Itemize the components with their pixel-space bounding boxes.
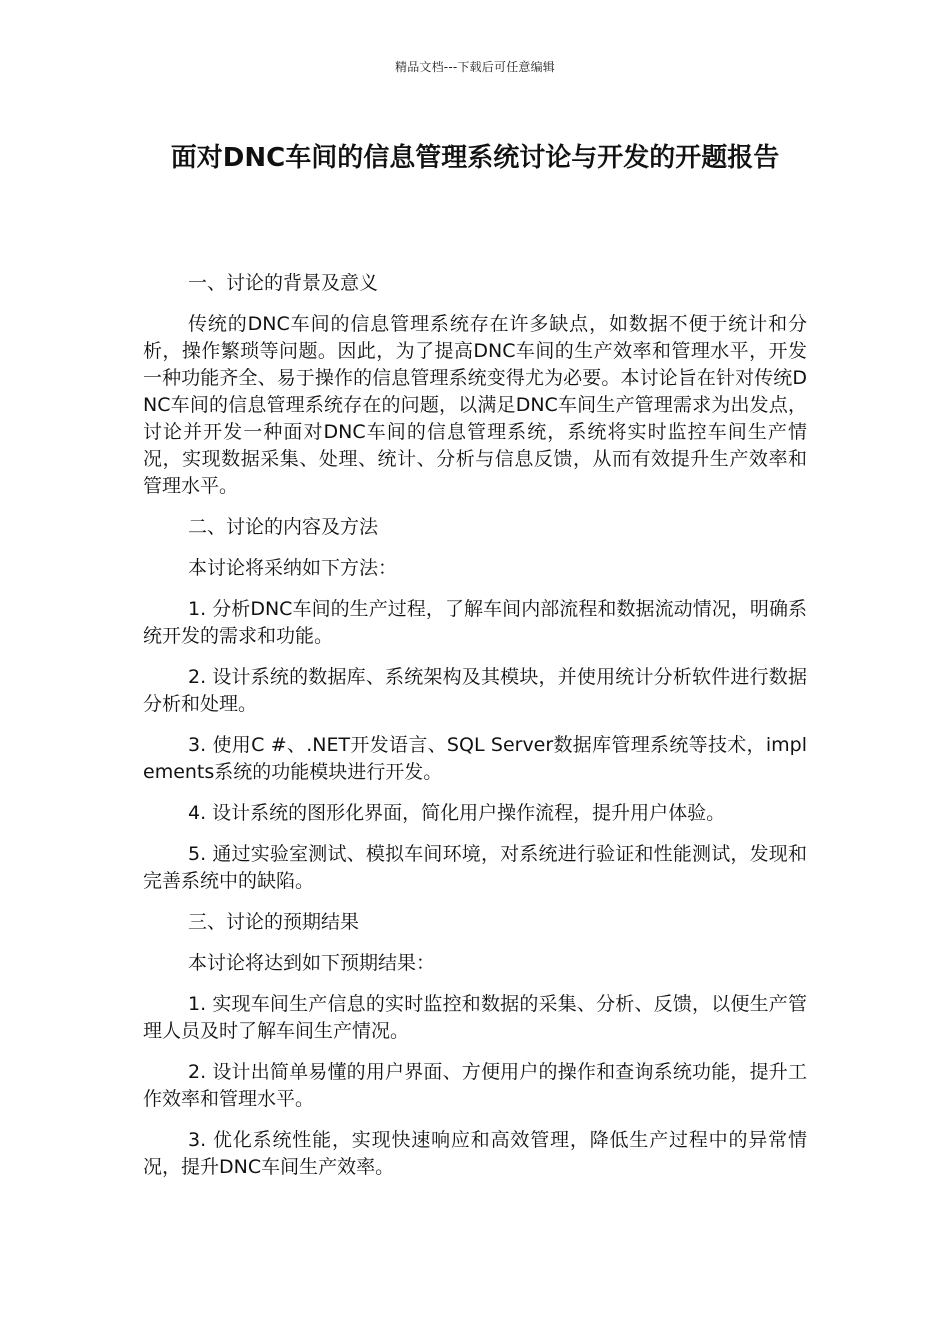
list-item: 2. 设计系统的数据库、系统架构及其模块，并使用统计分析软件进行数据分析和处理。 xyxy=(143,666,807,715)
list-item: 2. 设计出简单易懂的用户界面、方便用户的操作和查询系统功能，提升工作效率和管理水平。 xyxy=(143,1061,807,1110)
list-item: 1. 分析DNC车间的生产过程，了解车间内部流程和数据流动情况，明确系统开发的需求和功能。 xyxy=(143,598,807,647)
list-item: 4. 设计系统的图形化界面，简化用户操作流程，提升用户体验。 xyxy=(188,802,726,824)
list-item: 5. 通过实验室测试、模拟车间环境，对系统进行验证和性能测试，发现和完善系统中的缺陷。 xyxy=(143,843,807,892)
paragraph: 本讨论将采纳如下方法： xyxy=(188,557,398,579)
section-expected-results xyxy=(143,909,807,1181)
section-heading: 一、讨论的背景及意义 xyxy=(188,272,379,294)
paragraph: 传统的DNC车间的信息管理系统存在许多缺点，如数据不便于统计和分析，操作繁琐等问题。因此，为了提高DNC车间的生产效率和管理水平，开发一种功能齐全、易于操作的信息管理系统变得尤为必要。本讨论旨在针对传统DNC车间的信息管理系统存在的问题，以满足DNC车间生产管理需求为出发点，讨论并开发一种面对DNC车间的信息管理系统，系统将实时监控车间生产情况，实现数据采集、处理、统计、分析与信息反馈，从而有效提升生产效率和管理水平。 xyxy=(143,313,807,497)
document-body xyxy=(143,270,807,1195)
list-item: 3. 使用C #、.NET开发语言、SQL Server数据库管理系统等技术，implements系统的功能模块进行开发。 xyxy=(143,734,807,783)
section-content-methods xyxy=(143,514,807,895)
section-background xyxy=(143,270,807,500)
page-header-note: 精品文档---下载后可任意编辑 xyxy=(395,60,555,74)
section-heading: 二、讨论的内容及方法 xyxy=(188,516,379,538)
paragraph: 本讨论将达到如下预期结果： xyxy=(188,952,436,974)
section-heading: 三、讨论的预期结果 xyxy=(188,911,360,933)
list-item: 3. 优化系统性能，实现快速响应和高效管理，降低生产过程中的异常情况，提升DNC车间生产效率。 xyxy=(143,1129,807,1178)
list-item: 1. 实现车间生产信息的实时监控和数据的采集、分析、反馈，以便生产管理人员及时了解车间生产情况。 xyxy=(143,993,807,1042)
document-title: 面对DNC车间的信息管理系统讨论与开发的开题报告 xyxy=(170,143,780,173)
